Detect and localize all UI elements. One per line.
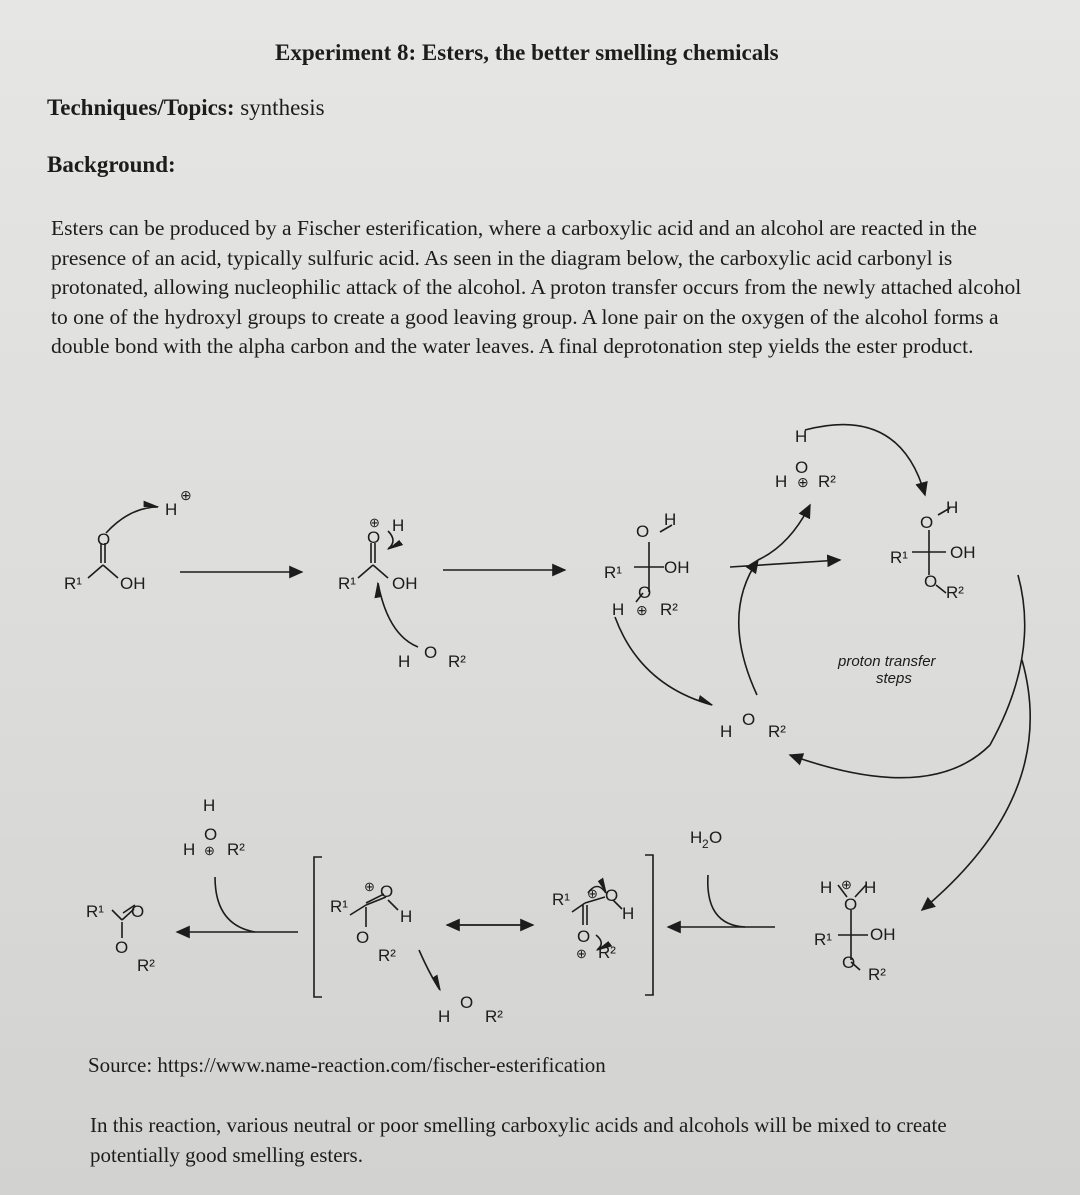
ester-oxygen-carbonyl: O xyxy=(131,902,145,921)
rf2-oxygen-bottom: O xyxy=(577,927,591,946)
reprotonation-tail xyxy=(758,505,810,560)
top-r2: R² xyxy=(818,472,836,491)
proton-transfer-caption-1: proton transfer xyxy=(838,653,936,670)
s3-oxygen-top: O xyxy=(636,522,650,541)
s5-h-left: H xyxy=(820,878,833,897)
bottom-alcohol-h: H xyxy=(438,1007,451,1026)
rf2-plus: ⊕ xyxy=(576,946,587,961)
s3-plus: ⊕ xyxy=(636,602,648,618)
s2-r1: R¹ xyxy=(338,574,356,593)
bl-h-left: H xyxy=(183,840,196,859)
rf2-r1: R¹ xyxy=(552,890,570,909)
background-paragraph: Esters can be produced by a Fischer esterification, where a carboxylic acid and an alcohol are reacted in the presence of an acid, typically sulfuric acid. As seen in the diagram below, the carboxylic acid carbonyl is protonated, allowing nucleophilic attack of the alcohol. A proton transfer occurs from the newly attached alcohol to one of the hydroxyl groups to create a good leaving group. A lone pair on the oxygen of the alcohol forms a double bond with the alpha carbon and the water leaves. A final deprotonation step yields the ester product. xyxy=(51,216,1022,358)
alcohol-oxygen: O xyxy=(424,643,438,662)
proton-transfer-arrow xyxy=(730,560,840,567)
s1-plus: ⊕ xyxy=(180,487,192,503)
proton-transfer-return xyxy=(922,660,1030,910)
s4-oh: OH xyxy=(950,543,976,562)
fischer-esterification-mechanism xyxy=(0,415,1080,1045)
water-h: H xyxy=(690,828,703,847)
ester-r1: R¹ xyxy=(86,902,104,921)
source-citation: Source: https://www.name-reaction.com/fischer-esterification xyxy=(88,1053,606,1077)
s4-oxygen-top: O xyxy=(920,513,934,532)
water-o: O xyxy=(709,828,723,847)
bracket-left xyxy=(314,857,322,997)
s4-r2: R² xyxy=(946,583,964,602)
s5-h-right: H xyxy=(864,878,877,897)
top-oxygen: O xyxy=(795,458,809,477)
s2-oh: OH xyxy=(392,574,418,593)
topics-line xyxy=(47,95,325,121)
ester-oxygen: O xyxy=(115,938,129,957)
rf1-oxygen: O xyxy=(380,882,394,901)
s3-oxygen-bottom: O xyxy=(638,583,652,602)
s1-r1: R¹ xyxy=(64,574,82,593)
s4-oxygen-bottom: O xyxy=(924,572,938,591)
s2-plus: ⊕ xyxy=(369,515,380,530)
proton-transfer-caption-2: steps xyxy=(876,670,912,687)
bottom-alcohol-oxygen: O xyxy=(460,993,474,1012)
mid-alcohol-h: H xyxy=(720,722,733,741)
s5-oxygen: O xyxy=(844,895,858,914)
alcohol-h: H xyxy=(398,652,411,671)
s2-oxygen: O xyxy=(367,528,381,547)
top-h-left: H xyxy=(775,472,788,491)
bottom-alcohol-r2: R² xyxy=(485,1007,503,1026)
s5-r2: R² xyxy=(868,965,886,984)
closing-paragraph: In this reaction, various neutral or poor smelling carboxylic acids and alcohols will be mixed to create potentially good smelling esters. xyxy=(90,1113,947,1167)
s1-oxygen: O xyxy=(97,530,111,549)
top-plus: ⊕ xyxy=(797,474,809,490)
s3-oh: OH xyxy=(664,558,690,577)
ester-r2: R² xyxy=(137,956,155,975)
s3-r1: R¹ xyxy=(604,563,622,582)
rf1-plus: ⊕ xyxy=(364,879,375,894)
bl-h-top: H xyxy=(203,796,216,815)
bl-oxygen: O xyxy=(204,825,218,844)
rf1-r2: R² xyxy=(378,946,396,965)
rf1-r1: R¹ xyxy=(330,897,348,916)
page-title: Experiment 8: Esters, the better smelling chemicals xyxy=(275,40,779,65)
s2-proton: H xyxy=(392,516,405,535)
s4-r1: R¹ xyxy=(890,548,908,567)
s5-plus: ⊕ xyxy=(841,877,852,892)
mid-alcohol-oxygen: O xyxy=(742,710,756,729)
rf2-plus-top: ⊕ xyxy=(587,886,598,901)
s3-r2: R² xyxy=(660,600,678,619)
s3-proton: H xyxy=(664,510,677,529)
s5-oxygen-bottom: O xyxy=(842,953,856,972)
reprotonation-curve xyxy=(739,560,758,695)
alcohol-r2: R² xyxy=(448,652,466,671)
topics-value: synthesis xyxy=(240,95,325,120)
rf2-r2: R² xyxy=(598,943,616,962)
bracket-right xyxy=(645,855,653,995)
topics-label: Techniques/Topics: xyxy=(47,95,235,120)
s1-proton: H xyxy=(165,500,178,519)
rf1-h: H xyxy=(400,907,413,926)
s4-proton: H xyxy=(946,498,959,517)
top-h: H xyxy=(795,427,808,446)
background-heading: Background: xyxy=(47,152,176,177)
rf1-oxygen-bottom: O xyxy=(356,928,370,947)
water-subscript: 2 xyxy=(702,837,709,851)
mid-alcohol-r2: R² xyxy=(768,722,786,741)
deprotonation-curve xyxy=(615,617,712,705)
bl-plus: ⊕ xyxy=(204,843,215,858)
s5-r1: R¹ xyxy=(814,930,832,949)
s5-oh: OH xyxy=(870,925,896,944)
rf2-h: H xyxy=(622,904,635,923)
rf2-oxygen: O xyxy=(605,886,619,905)
bl-r2: R² xyxy=(227,840,245,859)
s3-h: H xyxy=(612,600,625,619)
s1-oh: OH xyxy=(120,574,146,593)
